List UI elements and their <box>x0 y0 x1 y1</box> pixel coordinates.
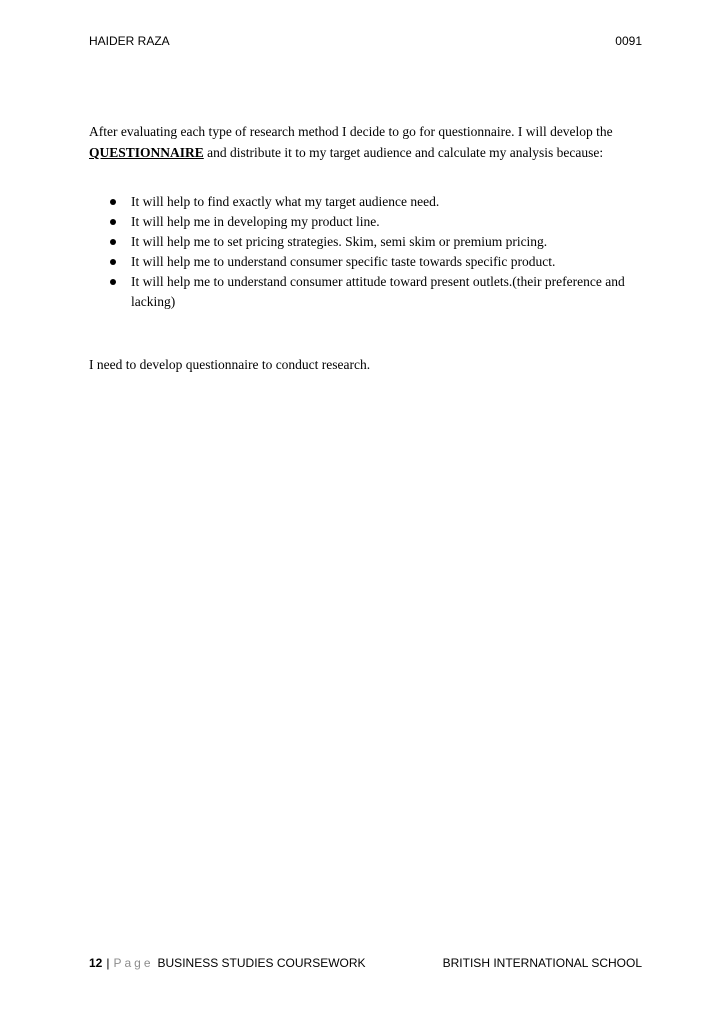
list-item <box>89 252 649 272</box>
footer-separator: | <box>106 956 110 970</box>
intro-emphasis: QUESTIONNAIRE <box>89 145 204 160</box>
list-item-text: It will help me to understand consumer attitude toward present outlets.(their preference and lacking) <box>131 274 625 309</box>
page-footer <box>89 955 642 971</box>
list-item <box>89 192 649 212</box>
page-header <box>89 33 642 49</box>
list-item-text: It will help me to understand consumer specific taste towards specific product. <box>131 254 556 269</box>
page-number: 12 <box>89 956 103 970</box>
header-author: HAIDER RAZA <box>89 34 170 48</box>
list-item-text: It will help me in developing my product line. <box>131 214 380 229</box>
bullet-icon <box>110 219 116 225</box>
intro-paragraph <box>89 121 649 163</box>
page-word: Page <box>113 956 154 970</box>
bullet-icon <box>110 239 116 245</box>
bullet-icon <box>110 259 116 265</box>
intro-text-before: After evaluating each type of research method I decide to go for questionnaire. I will develop the <box>89 124 613 139</box>
bullet-icon <box>110 279 116 285</box>
intro-text-after: and distribute it to my target audience and calculate my analysis because: <box>203 145 604 160</box>
list-item-text: It will help to find exactly what my target audience need. <box>131 194 440 209</box>
list-item <box>89 212 649 232</box>
list-item-text: It will help me to set pricing strategies. Skim, semi skim or premium pricing. <box>131 234 548 249</box>
footer-left <box>89 955 366 971</box>
bullet-icon <box>110 199 116 205</box>
reasons-list <box>89 192 649 312</box>
school-name: BRITISH INTERNATIONAL SCHOOL <box>442 956 642 970</box>
course-title: BUSINESS STUDIES COURSEWORK <box>157 956 366 970</box>
list-item <box>89 272 649 312</box>
header-code: 0091 <box>615 34 642 48</box>
list-item <box>89 232 649 252</box>
closing-paragraph: I need to develop questionnaire to conduct research. <box>89 357 371 372</box>
